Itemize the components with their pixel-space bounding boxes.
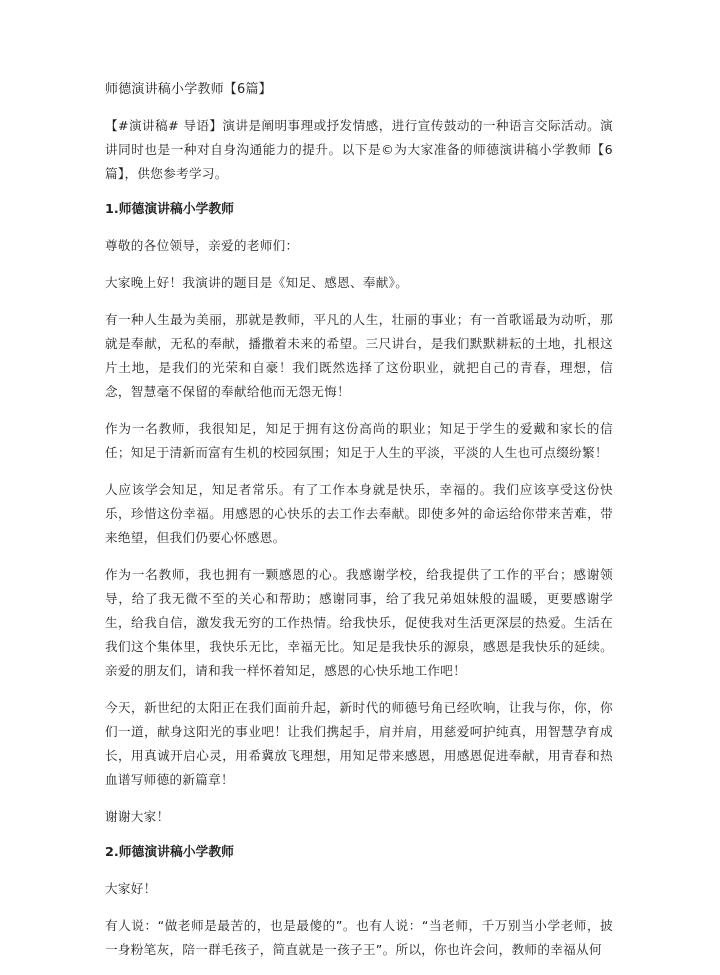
body-paragraph: 人应该学会知足，知足者常乐。有了工作本身就是快乐，幸福的。我们应该享受这份快乐，珍惜这份幸福。用感恩的心快乐的去工作去奉献。即使多舛的命运给你带来苦难，带来绝望，但我们仍要心怀感恩。 [105,482,613,545]
body-paragraph: 有人说：“做老师是最苦的，也是最傻的”。也有人说：“当老师，千万别当小学老师，披一身粉笔灰，陪一群毛孩子，简直就是一孩子王”。所以，你也许会问，教师的幸福从何 [105,918,613,957]
document-page [105,80,613,975]
greeting: 大家好！ [105,881,157,896]
body-paragraph: 今天，新世纪的太阳正在我们面前升起，新时代的师德号角已经吹响，让我与你，你，你们一道，献身这阳光的事业吧！让我们携起手，肩并肩，用慈爱呵护纯真，用智慧孕育成长，用真诚开启心灵，用希冀放飞理想，用知足带来感恩，用感恩促进奉献，用青春和热血谱写师德的新篇章！ [105,700,613,787]
intro-paragraph: 【#演讲稿# 导语】演讲是阐明事理或抒发情感，进行宣传鼓动的一种语言交际活动。演讲同时也是一种对自身沟通能力的提升。以下是©为大家准备的师德演讲稿小学教师【6篇】，供您参考学习。 [105,118,613,181]
body-paragraph: 作为一名教师，我也拥有一颗感恩的心。我感谢学校，给我提供了工作的平台；感谢领导，给了我无微不至的关心和帮助；感谢同事，给了我兄弟姐妹般的温暖，更要感谢学生，给我自信，激发我无穷的工作热情。给我快乐，促使我对生活更深层的热爱。生活在我们这个集体里，我快乐无比，幸福无比。知足是我快乐的源泉，感恩是我快乐的延续。亲爱的朋友们，请和我一样怀着知足，感恩的心快乐地工作吧！ [105,567,613,678]
salutation: 尊敬的各位领导，亲爱的老师们： [105,238,299,253]
body-paragraph: 作为一名教师，我很知足，知足于拥有这份高尚的职业；知足于学生的爱戴和家长的信任；知足于清新而富有生机的校园氛围；知足于人生的平淡，平淡的人生也可点缀纷繁！ [105,421,613,460]
document-title: 师德演讲稿小学教师【6篇】 [105,82,272,97]
greeting: 大家晚上好！我演讲的题目是《知足、感恩、奉献》。 [105,275,409,290]
body-paragraph: 有一种人生最为美丽，那就是教师，平凡的人生，壮丽的事业；有一首歌谣最为动听，那就是奉献，无私的奉献，播撒着未来的希望。三尺讲台，是我们默默耕耘的土地，扎根这片土地，是我们的光荣和自豪！我们既然选择了这份职业，就把自己的青春，理想，信念，智慧毫不保留的奉献给他而无怨无悔！ [105,312,613,399]
section-1-heading: 1.师德演讲稿小学教师 [105,202,234,217]
closing: 谢谢大家！ [105,809,170,824]
section-2-heading: 2.师德演讲稿小学教师 [105,845,234,860]
